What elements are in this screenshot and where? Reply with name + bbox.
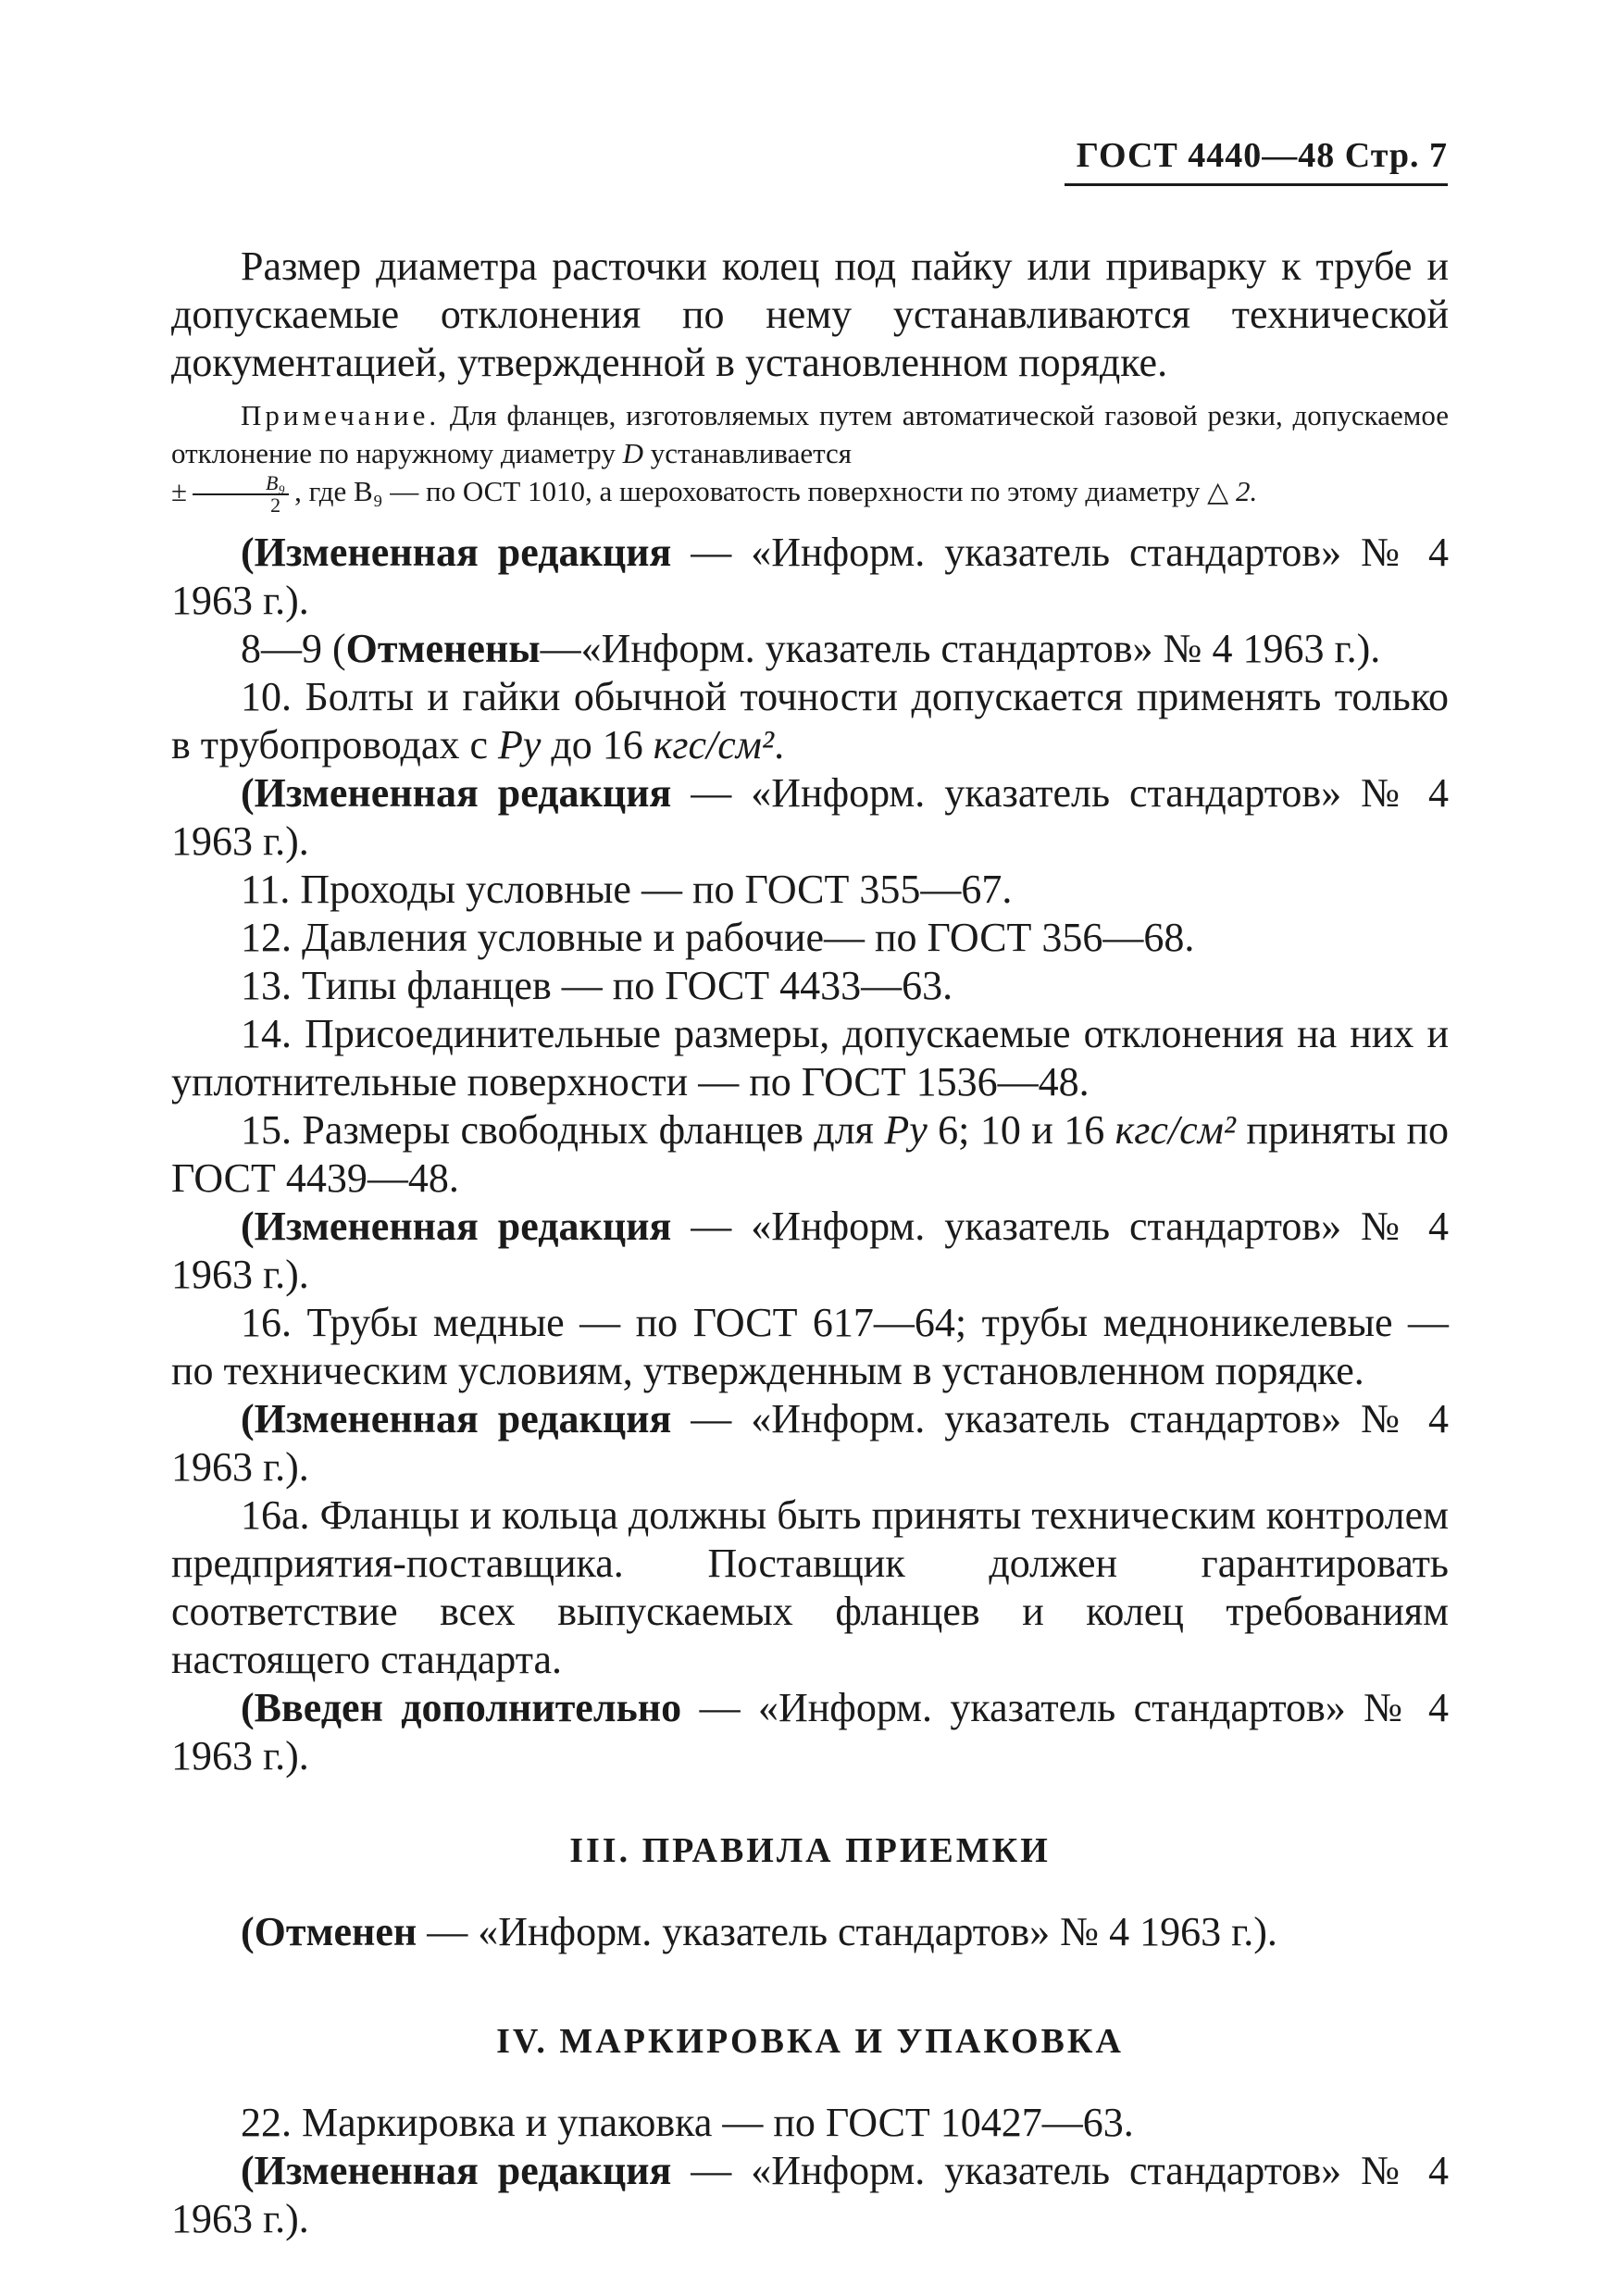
document-body: [171, 243, 1449, 2243]
roughness-class: 2.: [1235, 475, 1258, 507]
paragraph-10: [171, 673, 1449, 769]
revision-label: (Измененная редакция: [241, 1395, 672, 1441]
cancelled-label: (Отменен: [241, 1908, 417, 1954]
note-paragraph: [171, 396, 1449, 516]
revision-label: (Измененная редакция: [241, 769, 672, 816]
fraction-numerator: B₉: [193, 473, 289, 495]
pressure-symbol: Pу: [884, 1106, 928, 1153]
revision-reference: — «Информ. указатель стандартов» № 4 1963 г.).: [171, 1684, 1449, 1778]
cancelled-label: Отменены: [345, 625, 541, 671]
clause-text-cont: до 16: [551, 721, 643, 767]
pressure-symbol: Pу: [497, 721, 542, 767]
revision-label: (Введен дополнительно: [241, 1684, 682, 1730]
revision-label: (Измененная редакция: [241, 2147, 672, 2193]
section-4-title: IV. МАРКИРОВКА И УПАКОВКА: [496, 2021, 1124, 2061]
revision-label: (Измененная редакция: [241, 1203, 672, 1249]
revision-reference: — «Информ. указатель стандартов» № 4 1963 г.).: [171, 2147, 1449, 2241]
paragraph-11: 11. Проходы условные — по ГОСТ 355—67.: [241, 866, 1013, 912]
section-3-title: III. ПРАВИЛА ПРИЕМКИ: [569, 1830, 1051, 1870]
revision-reference: — «Информ. указатель стандартов» № 4 1963 г.).: [171, 1395, 1449, 1490]
paragraph-22: 22. Маркировка и упаковка — по ГОСТ 10427—63.: [241, 2099, 1134, 2145]
paragraph-16: 16. Трубы медные — по ГОСТ 617—64; трубы медноникелевые — по техническим условиям, утвержденным в установленном порядке.: [171, 1299, 1449, 1393]
cancelled-reference: —«Информ. указатель стандартов» № 4 1963 г.).: [540, 625, 1381, 671]
revision-reference: — «Информ. указатель стандартов» № 4 1963 г.).: [171, 1203, 1449, 1297]
note-diameter-symbol: D: [622, 437, 644, 469]
clause-text: 15. Размеры свободных фланцев для: [241, 1106, 874, 1153]
revision-reference: — «Информ. указатель стандартов» № 4 1963 г.).: [171, 529, 1449, 623]
tolerance-fraction: [193, 470, 289, 517]
fraction-denominator: 2: [270, 493, 281, 517]
revision-note-6: [171, 2147, 1449, 2243]
section-3-note: [171, 1908, 1449, 1956]
paragraph-14: 14. Присоединительные размеры, допускаемые отклонения на них и уплотнительные поверхности — по ГОСТ 1536—48.: [171, 1010, 1449, 1104]
paragraph-15: [171, 1106, 1449, 1203]
paragraph-13: 13. Типы фланцев — по ГОСТ 4433—63.: [241, 962, 953, 1008]
cancelled-reference: — «Информ. указатель стандартов» № 4 1963 г.).: [427, 1908, 1277, 1954]
note-text-a: Для фланцев, изготовляемых путем автоматической газовой резки, допускаемое отклонение по наружному диаметру: [171, 399, 1449, 469]
revision-note-4: [171, 1395, 1449, 1491]
roughness-triangle-icon: △: [1207, 477, 1229, 507]
revision-note-5: [171, 1684, 1449, 1780]
clause-text-cont: 6; 10 и 16: [938, 1106, 1105, 1153]
revision-label: (Измененная редакция: [241, 529, 672, 575]
paragraph-12: 12. Давления условные и рабочие— по ГОСТ 356—68.: [241, 914, 1195, 960]
note-text-b: устанавливается: [650, 437, 853, 469]
period: .: [774, 721, 785, 767]
note-label: Примечание.: [241, 399, 441, 431]
pressure-unit: кгс/см²: [653, 721, 775, 767]
paragraph-8-9: [171, 625, 1449, 673]
paragraph-16a: 16а. Фланцы и кольца должны быть приняты техническим контролем предприятия-поставщика. Поставщик должен гарантировать соответствие всех выпускаемых фланцев и колец требованиям настоящего стандарта.: [171, 1491, 1449, 1682]
revision-note-3: [171, 1203, 1449, 1299]
clause-number: 8—9 (: [241, 625, 346, 671]
clause-text: 10. Болты и гайки обычной точности допускается применять только в трубопроводах с: [171, 673, 1449, 767]
clause-text-end: приняты по ГОСТ 4439—48.: [171, 1106, 1450, 1201]
pressure-unit: кгс/см²: [1115, 1106, 1236, 1153]
revision-reference: — «Информ. указатель стандартов» № 4 1963 г.).: [171, 769, 1449, 864]
page-header: ГОСТ 4440—48 Стр. 7: [1065, 135, 1448, 186]
revision-note-1: [171, 529, 1449, 625]
plus-minus-sign: ±: [171, 475, 188, 507]
paragraph-boring-diameter: Размер диаметра расточки колец под пайку или приварку к трубе и допускаемые отклонения по нему устанавливаются технической документацией, утвержденной в установленном порядке.: [171, 243, 1449, 385]
revision-note-2: [171, 769, 1449, 866]
note-text-c: , где B₉ — по ОСТ 1010, а шероховатость поверхности по этому диаметру: [294, 475, 1201, 507]
